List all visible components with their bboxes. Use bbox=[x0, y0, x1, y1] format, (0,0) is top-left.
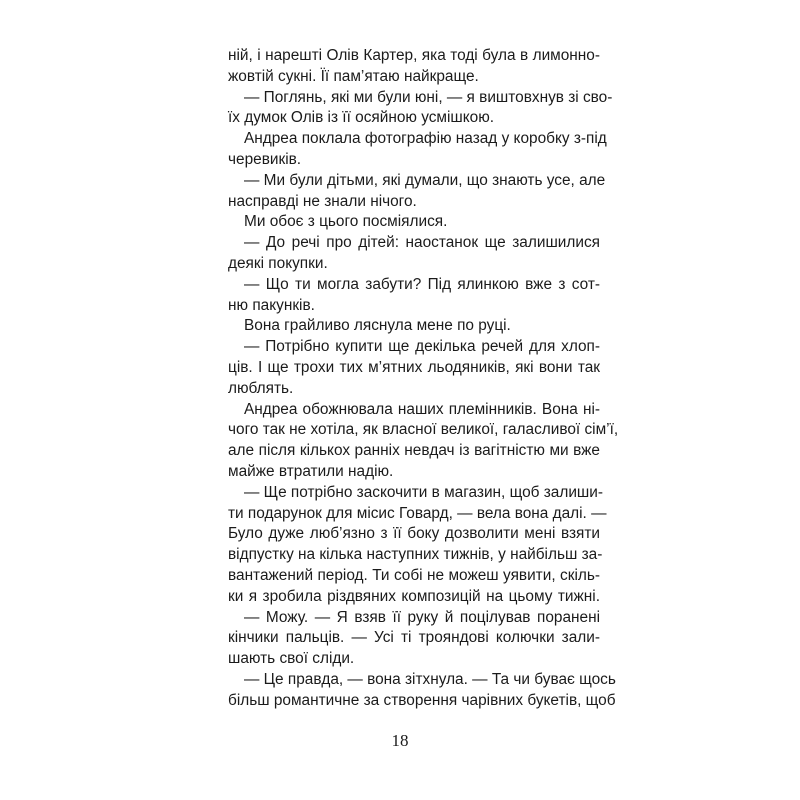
text-line: ти подарунок для місис Говард, — вела вона далі. — bbox=[228, 504, 607, 522]
text-line: Андреа поклала фотографію назад у коробку з-під bbox=[244, 130, 607, 148]
text-line: більш романтичне за створення чарівних букетів, щоб bbox=[228, 691, 616, 709]
text-line: Ми обоє з цього посміялися. bbox=[244, 213, 448, 231]
text-line: шають свої сліди. bbox=[228, 650, 355, 668]
text-line: насправді не знали нічого. bbox=[228, 192, 417, 210]
text-line: чого так не хотіла, як власної великої, галасливої сім’ї, bbox=[228, 421, 619, 439]
text-line: вантажений період. Ти собі не можеш уявити, скіль- bbox=[228, 566, 600, 584]
text-line: ки я зробила різдвяних композицій на цьому тижні. bbox=[228, 587, 600, 605]
text-line: жовтій сукні. Її пам’ятаю найкраще. bbox=[228, 67, 479, 85]
text-line: — Ще потрібно заскочити в магазин, щоб залиши- bbox=[244, 483, 604, 501]
text-line: ців. І ще трохи тих м’ятних льодяників, які вони так bbox=[228, 358, 600, 376]
text-line: Було дуже люб’язно з її боку дозволити мені взяти bbox=[228, 525, 600, 543]
text-line: — Це правда, — вона зітхнула. — Та чи буває щось bbox=[244, 670, 616, 688]
text-line: люблять. bbox=[228, 379, 294, 397]
text-line: — Можу. — Я взяв її руку й поцілував поранені bbox=[244, 608, 600, 626]
text-line: майже втратили надію. bbox=[228, 462, 394, 480]
text-line: — До речі про дітей: наостанок ще залишилися bbox=[244, 234, 600, 252]
text-line: — Потрібно купити ще декілька речей для хлоп- bbox=[244, 338, 600, 356]
text-line: черевиків. bbox=[228, 150, 302, 168]
text-line: — Що ти могла забути? Під ялинкою вже з сот- bbox=[244, 275, 600, 293]
body-text bbox=[228, 46, 619, 712]
text-line: але після кількох ранніх невдач із вагітністю ми вже bbox=[228, 442, 600, 460]
text-line: ній, і нарешті Олів Картер, яка тоді була в лимонно- bbox=[228, 47, 600, 64]
text-line: деякі покупки. bbox=[228, 254, 328, 272]
text-line: — Поглянь, які ми були юні, — я виштовхнув зі сво- bbox=[244, 88, 613, 106]
page-number: 18 bbox=[391, 731, 409, 750]
text-line: — Ми були дітьми, які думали, що знають усе, але bbox=[244, 171, 606, 189]
text-line: кінчики пальців. — Усі ті трояндові колючки зали- bbox=[228, 629, 600, 647]
text-line: Вона грайливо ляснула мене по руці. bbox=[244, 317, 511, 335]
text-line: відпустку на кілька наступних тижнів, у найбільш за- bbox=[228, 546, 603, 564]
text-line: Андреа обожнювала наших племінників. Вона ні- bbox=[244, 400, 600, 418]
text-line: їх думок Олів із її осяйною усмішкою. bbox=[228, 109, 495, 127]
text-line: ню пакунків. bbox=[228, 296, 315, 314]
